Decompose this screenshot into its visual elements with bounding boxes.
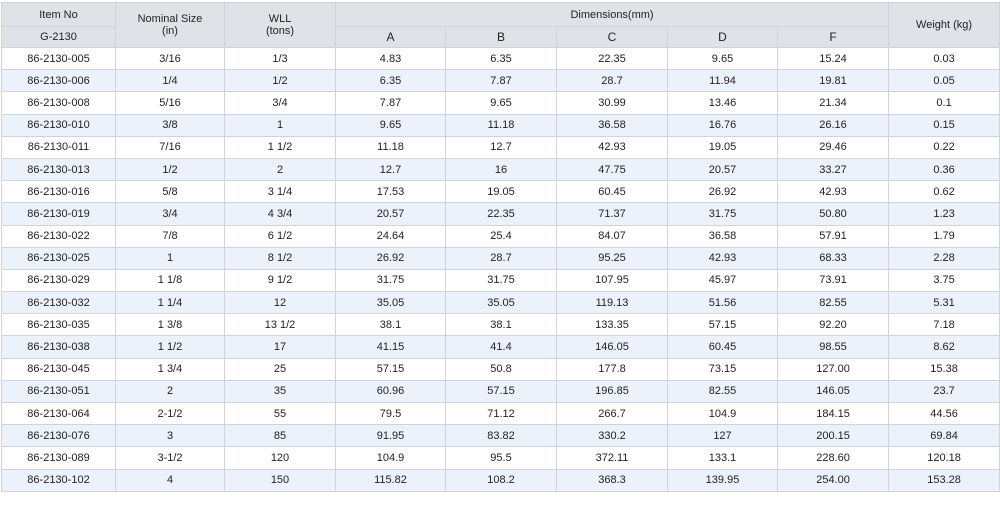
cell-dim-c: 368.3 — [557, 469, 668, 491]
header-dim-d: D — [668, 27, 778, 48]
cell-dim-d: 19.05 — [668, 136, 778, 158]
table-row — [2, 48, 1000, 70]
cell-dim-c: 42.93 — [557, 136, 668, 158]
cell-weight: 44.56 — [889, 403, 1000, 425]
cell-wll: 55 — [225, 403, 336, 425]
cell-dim-a: 31.75 — [336, 269, 446, 291]
cell-dim-c: 196.85 — [557, 380, 668, 402]
cell-dim-f: 127.00 — [778, 358, 889, 380]
cell-dim-f: 98.55 — [778, 336, 889, 358]
cell-weight: 23.7 — [889, 380, 1000, 402]
cell-wll: 12 — [225, 292, 336, 314]
cell-dim-f: 21.34 — [778, 92, 889, 114]
cell-nominal-size: 3 — [116, 425, 225, 447]
cell-weight: 0.22 — [889, 136, 1000, 158]
cell-dim-f: 146.05 — [778, 380, 889, 402]
cell-dim-c: 177.8 — [557, 358, 668, 380]
table-row — [2, 425, 1000, 447]
cell-dim-d: 127 — [668, 425, 778, 447]
cell-wll: 85 — [225, 425, 336, 447]
cell-wll: 3 1/4 — [225, 181, 336, 203]
header-nominal-size — [116, 3, 225, 48]
cell-wll: 9 1/2 — [225, 269, 336, 291]
table-row — [2, 92, 1000, 114]
cell-weight: 0.1 — [889, 92, 1000, 114]
cell-dim-f: 42.93 — [778, 181, 889, 203]
header-wll — [225, 3, 336, 48]
cell-dim-c: 330.2 — [557, 425, 668, 447]
cell-nominal-size: 3/8 — [116, 114, 225, 136]
cell-nominal-size: 1 3/4 — [116, 358, 225, 380]
cell-weight: 2.28 — [889, 247, 1000, 269]
cell-item-no: 86-2130-032 — [2, 292, 116, 314]
cell-dim-b: 6.35 — [446, 48, 557, 70]
cell-dim-b: 41.4 — [446, 336, 557, 358]
cell-dim-c: 22.35 — [557, 48, 668, 70]
cell-dim-c: 60.45 — [557, 181, 668, 203]
cell-dim-f: 254.00 — [778, 469, 889, 491]
cell-dim-d: 20.57 — [668, 158, 778, 180]
cell-weight: 0.62 — [889, 181, 1000, 203]
cell-dim-f: 228.60 — [778, 447, 889, 469]
cell-dim-d: 139.95 — [668, 469, 778, 491]
cell-wll: 1 1/2 — [225, 136, 336, 158]
cell-dim-b: 12.7 — [446, 136, 557, 158]
cell-dim-a: 12.7 — [336, 158, 446, 180]
cell-dim-f: 19.81 — [778, 70, 889, 92]
cell-dim-a: 57.15 — [336, 358, 446, 380]
cell-nominal-size: 7/16 — [116, 136, 225, 158]
cell-dim-a: 41.15 — [336, 336, 446, 358]
table-row — [2, 269, 1000, 291]
cell-dim-d: 9.65 — [668, 48, 778, 70]
cell-wll: 3/4 — [225, 92, 336, 114]
cell-nominal-size: 3/4 — [116, 203, 225, 225]
cell-weight: 153.28 — [889, 469, 1000, 491]
cell-dim-c: 372.11 — [557, 447, 668, 469]
cell-wll: 120 — [225, 447, 336, 469]
cell-dim-f: 57.91 — [778, 225, 889, 247]
cell-nominal-size: 1 1/4 — [116, 292, 225, 314]
cell-dim-f: 33.27 — [778, 158, 889, 180]
cell-nominal-size: 1 3/8 — [116, 314, 225, 336]
cell-dim-a: 35.05 — [336, 292, 446, 314]
cell-dim-f: 184.15 — [778, 403, 889, 425]
cell-dim-d: 16.76 — [668, 114, 778, 136]
cell-dim-b: 38.1 — [446, 314, 557, 336]
cell-dim-c: 71.37 — [557, 203, 668, 225]
table-row — [2, 136, 1000, 158]
cell-dim-b: 28.7 — [446, 247, 557, 269]
cell-dim-a: 91.95 — [336, 425, 446, 447]
cell-nominal-size: 1 — [116, 247, 225, 269]
table-body — [2, 48, 1000, 492]
cell-dim-b: 9.65 — [446, 92, 557, 114]
cell-dim-b: 71.12 — [446, 403, 557, 425]
cell-dim-a: 38.1 — [336, 314, 446, 336]
cell-wll: 150 — [225, 469, 336, 491]
cell-wll: 17 — [225, 336, 336, 358]
table-row — [2, 314, 1000, 336]
cell-dim-f: 29.46 — [778, 136, 889, 158]
cell-dim-f: 50.80 — [778, 203, 889, 225]
header-nominal-size-unit: (in) — [162, 25, 178, 37]
cell-dim-d: 26.92 — [668, 181, 778, 203]
cell-dim-a: 9.65 — [336, 114, 446, 136]
cell-dim-a: 7.87 — [336, 92, 446, 114]
cell-dim-b: 95.5 — [446, 447, 557, 469]
cell-dim-f: 26.16 — [778, 114, 889, 136]
header-dim-a: A — [336, 27, 446, 48]
cell-item-no: 86-2130-022 — [2, 225, 116, 247]
cell-dim-d: 51.56 — [668, 292, 778, 314]
cell-weight: 5.31 — [889, 292, 1000, 314]
table-row — [2, 203, 1000, 225]
cell-dim-d: 31.75 — [668, 203, 778, 225]
table-row — [2, 336, 1000, 358]
table-row — [2, 403, 1000, 425]
cell-item-no: 86-2130-011 — [2, 136, 116, 158]
cell-wll: 35 — [225, 380, 336, 402]
cell-dim-c: 36.58 — [557, 114, 668, 136]
cell-item-no: 86-2130-076 — [2, 425, 116, 447]
cell-dim-f: 200.15 — [778, 425, 889, 447]
header-dim-b: B — [446, 27, 557, 48]
cell-dim-d: 45.97 — [668, 269, 778, 291]
cell-item-no: 86-2130-006 — [2, 70, 116, 92]
cell-dim-c: 119.13 — [557, 292, 668, 314]
header-dimensions: Dimensions(mm) — [336, 3, 889, 27]
cell-weight: 69.84 — [889, 425, 1000, 447]
cell-dim-c: 30.99 — [557, 92, 668, 114]
cell-nominal-size: 1 1/2 — [116, 336, 225, 358]
cell-item-no: 86-2130-089 — [2, 447, 116, 469]
cell-item-no: 86-2130-035 — [2, 314, 116, 336]
header-model: G-2130 — [2, 27, 116, 48]
cell-dim-c: 84.07 — [557, 225, 668, 247]
cell-dim-b: 108.2 — [446, 469, 557, 491]
header-wll-label: WLL — [268, 13, 292, 25]
cell-dim-c: 47.75 — [557, 158, 668, 180]
cell-dim-d: 104.9 — [668, 403, 778, 425]
table-row — [2, 292, 1000, 314]
table-row — [2, 447, 1000, 469]
cell-dim-b: 22.35 — [446, 203, 557, 225]
cell-wll: 2 — [225, 158, 336, 180]
cell-item-no: 86-2130-025 — [2, 247, 116, 269]
cell-nominal-size: 2 — [116, 380, 225, 402]
cell-wll: 4 3/4 — [225, 203, 336, 225]
cell-nominal-size: 2-1/2 — [116, 403, 225, 425]
cell-dim-d: 36.58 — [668, 225, 778, 247]
cell-item-no: 86-2130-016 — [2, 181, 116, 203]
cell-item-no: 86-2130-045 — [2, 358, 116, 380]
table-row — [2, 70, 1000, 92]
table-row — [2, 247, 1000, 269]
cell-item-no: 86-2130-038 — [2, 336, 116, 358]
cell-wll: 25 — [225, 358, 336, 380]
cell-nominal-size: 1/2 — [116, 158, 225, 180]
cell-dim-a: 4.83 — [336, 48, 446, 70]
cell-dim-b: 35.05 — [446, 292, 557, 314]
cell-weight: 7.18 — [889, 314, 1000, 336]
cell-item-no: 86-2130-013 — [2, 158, 116, 180]
specification-table — [1, 2, 1000, 492]
cell-dim-b: 25.4 — [446, 225, 557, 247]
cell-dim-d: 42.93 — [668, 247, 778, 269]
cell-weight: 15.38 — [889, 358, 1000, 380]
cell-dim-c: 28.7 — [557, 70, 668, 92]
cell-dim-f: 15.24 — [778, 48, 889, 70]
cell-item-no: 86-2130-029 — [2, 269, 116, 291]
cell-item-no: 86-2130-005 — [2, 48, 116, 70]
cell-dim-a: 11.18 — [336, 136, 446, 158]
cell-dim-b: 11.18 — [446, 114, 557, 136]
cell-nominal-size: 5/16 — [116, 92, 225, 114]
cell-dim-b: 31.75 — [446, 269, 557, 291]
cell-dim-c: 95.25 — [557, 247, 668, 269]
cell-nominal-size: 5/8 — [116, 181, 225, 203]
cell-dim-b: 83.82 — [446, 425, 557, 447]
cell-dim-a: 115.82 — [336, 469, 446, 491]
cell-dim-a: 60.96 — [336, 380, 446, 402]
cell-dim-d: 57.15 — [668, 314, 778, 336]
header-nominal-size-label: Nominal Size — [137, 13, 203, 25]
cell-dim-f: 92.20 — [778, 314, 889, 336]
cell-dim-a: 24.64 — [336, 225, 446, 247]
cell-weight: 3.75 — [889, 269, 1000, 291]
cell-item-no: 86-2130-008 — [2, 92, 116, 114]
cell-weight: 8.62 — [889, 336, 1000, 358]
cell-nominal-size: 1/4 — [116, 70, 225, 92]
cell-nominal-size: 3-1/2 — [116, 447, 225, 469]
cell-dim-b: 7.87 — [446, 70, 557, 92]
cell-dim-a: 104.9 — [336, 447, 446, 469]
cell-item-no: 86-2130-019 — [2, 203, 116, 225]
cell-wll: 13 1/2 — [225, 314, 336, 336]
cell-item-no: 86-2130-064 — [2, 403, 116, 425]
cell-weight: 0.03 — [889, 48, 1000, 70]
cell-weight: 1.79 — [889, 225, 1000, 247]
cell-wll: 1/2 — [225, 70, 336, 92]
cell-dim-a: 20.57 — [336, 203, 446, 225]
cell-weight: 0.05 — [889, 70, 1000, 92]
cell-dim-c: 107.95 — [557, 269, 668, 291]
table-row — [2, 114, 1000, 136]
cell-wll: 6 1/2 — [225, 225, 336, 247]
cell-dim-a: 26.92 — [336, 247, 446, 269]
cell-nominal-size: 7/8 — [116, 225, 225, 247]
cell-dim-d: 60.45 — [668, 336, 778, 358]
cell-nominal-size: 3/16 — [116, 48, 225, 70]
header-item-no: Item No — [2, 3, 116, 27]
cell-wll: 8 1/2 — [225, 247, 336, 269]
cell-dim-c: 266.7 — [557, 403, 668, 425]
header-weight: Weight (kg) — [889, 3, 1000, 48]
cell-item-no: 86-2130-102 — [2, 469, 116, 491]
table-row — [2, 158, 1000, 180]
cell-dim-a: 79.5 — [336, 403, 446, 425]
cell-dim-d: 82.55 — [668, 380, 778, 402]
table-row — [2, 380, 1000, 402]
cell-nominal-size: 4 — [116, 469, 225, 491]
cell-item-no: 86-2130-010 — [2, 114, 116, 136]
cell-wll: 1/3 — [225, 48, 336, 70]
header-wll-unit: (tons) — [265, 25, 295, 37]
header-dim-f: F — [778, 27, 889, 48]
cell-weight: 0.36 — [889, 158, 1000, 180]
cell-dim-f: 82.55 — [778, 292, 889, 314]
cell-dim-c: 146.05 — [557, 336, 668, 358]
cell-dim-b: 19.05 — [446, 181, 557, 203]
cell-dim-b: 50.8 — [446, 358, 557, 380]
cell-dim-d: 73.15 — [668, 358, 778, 380]
cell-dim-a: 6.35 — [336, 70, 446, 92]
cell-dim-f: 73.91 — [778, 269, 889, 291]
table-row — [2, 181, 1000, 203]
cell-wll: 1 — [225, 114, 336, 136]
cell-nominal-size: 1 1/8 — [116, 269, 225, 291]
table-row — [2, 469, 1000, 491]
cell-dim-b: 16 — [446, 158, 557, 180]
cell-dim-d: 133.1 — [668, 447, 778, 469]
cell-dim-c: 133.35 — [557, 314, 668, 336]
table-header — [2, 3, 1000, 48]
cell-dim-f: 68.33 — [778, 247, 889, 269]
table-row — [2, 225, 1000, 247]
cell-dim-a: 17.53 — [336, 181, 446, 203]
cell-weight: 120.18 — [889, 447, 1000, 469]
cell-dim-b: 57.15 — [446, 380, 557, 402]
cell-dim-d: 11.94 — [668, 70, 778, 92]
cell-weight: 1.23 — [889, 203, 1000, 225]
cell-weight: 0.15 — [889, 114, 1000, 136]
cell-item-no: 86-2130-051 — [2, 380, 116, 402]
table-row — [2, 358, 1000, 380]
header-dim-c: C — [557, 27, 668, 48]
cell-dim-d: 13.46 — [668, 92, 778, 114]
